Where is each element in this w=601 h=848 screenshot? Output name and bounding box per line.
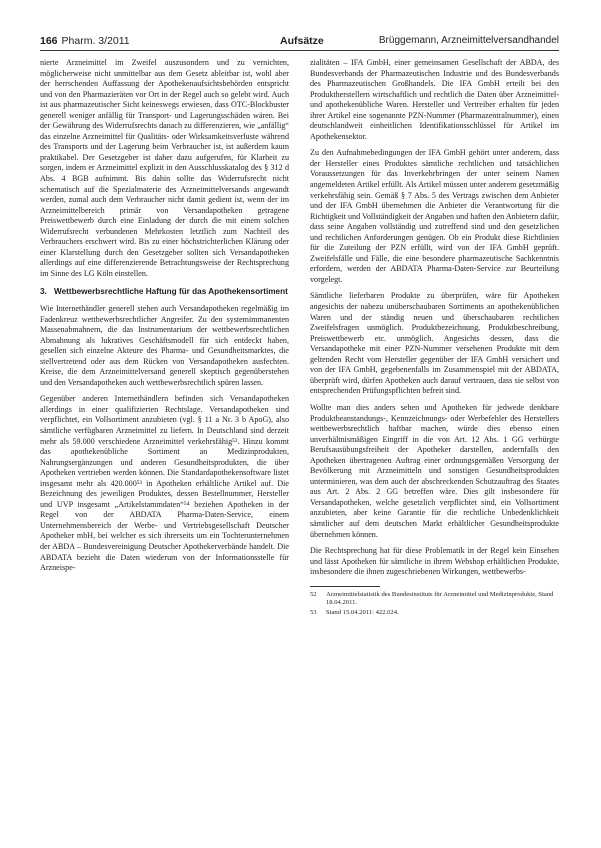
footnote-rule	[310, 586, 380, 587]
paragraph: zialitäten – IFA GmbH, einer gemeinsamen Gesellschaft der ABDA, des Bundesverbands der Pharmazeutischen Industrie und des Bundesverbands des Pharmazeutischen Großhandels. Die IFA GmbH erteilt bei den Produktherstellern wirtschaftlich und rechtlich die Daten über Arzneimittel- und apothekenübliche Waren. Hersteller und Vertreiber erhalten für jeden ihrer Artikel eine sogenannte PZN-Nummer (Pharmazentralnummer), einen deutschlandweit einheitlichen Identifikationsschlüssel für Artikel im Apothekensektor.	[310, 58, 559, 141]
paragraph: Wollte man dies anders sehen und Apotheken für jedwede denkbare Produktbeanstandungs-, Kennzeichnungs- oder Werbefehler des Herstellers wettbewerbsrechtlich haftbar machen, würde dies ebenso einen unverhältnismäßigen Eingriff in die von Art. 12 Abs. 1 GG verbürgte Berufsausübungsfreiheit der Apotheker darstellen, andernfalls den Apotheken übertragenen Auftrag einer ordnungsgemäßen Versorgung der Bevölkerung mit Arzneimitteln und sonstigen Gesundheitsprodukten unterminieren, was dem auch der abschreckenden Schutzauftrag des Staates aus Art. 2 Abs. 2 GG betreffen wäre. Dies gilt insbesondere für Versandapotheken, welche gesetzlich verpflichtet sind, ein Vollsortiment anzubieten, aber keine Garantie für die rechtliche Unbedenklichkeit sämtlicher auf dem deutschen Markt erhältlicher Gesundheitsprodukte übernehmen können.	[310, 402, 559, 539]
paragraph: Zu den Aufnahmebedingungen der IFA GmbH gehört unter anderem, dass der Hersteller eines Produktes sämtliche rechtlichen und tatsächlichen Voraussetzungen für das Inverkehrbringen der unter seinem Namen angemeldeten Artikel erfüllt. Als Artikel müssen unter anderem gesetzmäßig verkehrsfähig sein. Gemäß § 7 Abs. 5 des Vertrags zwischen dem Anbieter und der IFA GmbH übernehmen die Anbieter die Verantwortung für die Richtigkeit und Vollständigkeit der Angaben und haften den Anbietern dafür, dass seine Angaben vollständig und zutreffend sind und den gesetzlichen und rechtlichen Anforderungen genügen. Ob ein Produkt diese Richtlinien für die Zuteilung der PZN erfüllt, wird von der IFA GmbH geprüft. Zweifelsfälle und Fälle, die eine besondere pharmazeutische Sachkenntnis erfordern, werden der ABDATA Pharma-Daten-Service zur Beurteilung vorgelegt.	[310, 148, 559, 284]
paragraph: Die Rechtsprechung hat für diese Problematik in der Regel kein Einsehen und lässt Apotheken für sämtliche in ihrem Webshop erhältlichen Produkte, insbesondere die ihnen zugeschriebenen Wirkungen, wettbewerbs-	[310, 546, 559, 577]
section-number: 3.	[40, 287, 47, 297]
footnote-text: Arzneimittelstatistik des Bundesinstituts für Arzneimittel und Medizinprodukte, Stand 18.04.2011.	[326, 590, 554, 607]
paragraph: nierte Arzneimittel im Zweifel auszusondern und zu vernichten, möglicherweise nicht unmittelbar aus dem Gesetz ableitbar ist, wohl aber der herrschenden Auffassung der Apothekenaufsichtsbehörden entspricht und von den Pharmazieräten vor Ort in der Regel auch so gelebt wird. Auch ist aus pharmazeutischer Sicht keineswegs erwiesen, dass OTC-Blockbuster generell weniger anfällig für Transport- und Lagerungsschäden wären. Bei der Gewährung des Widerrufsrechts danach zu differenzieren, wie „anfällig“ das einzelne Arzneimittel für Qualitäts- oder Wirksamkeitsverluste während des Transports und der Lagerung beim Verbraucher ist, ist außerdem kaum praktikabel. Der Gesetzgeber ist daher dazu aufgerufen, für Klarheit zu sorgen, indem er Arzneimittel explizit in den Ausschlusskatalog des § 312 d Abs. 4 BGB aufnimmt. Bis dahin sollte das Widerrufsrecht nicht schematisch auf die Spezialmaterie des Arzneimittelversands angewandt werden, zumal auch dem Verbraucher nicht damit gedient ist, wenn der im Arzneimittelbereich primär von Versandapotheken getragene Preiswettbewerb durch eine Einladung der durch die mit einem solchen Widerrufsrecht verbundenen Mehrkosten letztlich zum Nachteil des Verbrauchers erschwert wird. Bis zu einer höchstrichterlichen Klärung oder einer Klarstellung durch den Gesetzgeber sollten sich Versandapotheken allerdings auf eine differenzierende Betrachtungsweise der Rechtsprechung im Sinne des LG Köln einstellen.	[40, 58, 289, 278]
footnote-text: Stand 15.04.2011: 422.024.	[326, 608, 399, 616]
journal-issue: Pharm. 3/2011	[61, 35, 130, 47]
paragraph: Sämtliche lieferbaren Produkte zu überprüfen, wäre für Apotheken angesichts der nahezu unüberschaubaren Sortiments an apothekenüblichen Waren und der ständig neuen und überschaubaren rechtlichen Zweifelsfragen unmöglich. Produktbezeichnung, Produktbeschreibung, Preiswettbewerb etc. unmöglich. Angesichts dessen, dass die Versandapotheke mit einer PZN-Nummer versehenen Produkte mit dem geltenden Recht vom Hersteller gegenüber der IFA GmbH versichert und von der IFA GmbH, gegebenenfalls im Zusammenspiel mit der ABDATA, überprüft wird, dürfen Apotheken auch darauf vertrauen, dass sie selbst von entsprechenden Prüfungspflichten befreit sind.	[310, 291, 559, 396]
footnote	[310, 591, 559, 608]
left-column	[40, 58, 289, 580]
paragraph: Wie Internethändler generell stehen auch Versandapotheken regelmäßig im Fadenkreuz wettbewerbsrechtlicher Angreifer. Zu den systemimmanenten Massenabmahnern, die das Instrumentarium der wettbewerbsrechtlichen Abmahnung als lukratives Geschäftsmodell für sich entdeckt haben, gesellen sich einzelne Akteure des Pharma- und Gesundheitsmarktes, die stellvertretend oder aus dem Rücken von Versandapotheken ausfechten. Kreise, die dem Arzneimittelversand generell skeptisch gegenüberstehen und den Versandapotheken auch wettbewerbsrechtlich spüren lassen.	[40, 303, 289, 387]
page-header	[40, 34, 559, 48]
section-heading	[40, 287, 289, 298]
footnote-number: 52	[310, 590, 317, 598]
footnote-number: 53	[310, 608, 317, 616]
paragraph: Gegenüber anderen Internethändlern befinden sich Versandapotheken allerdings in einer qualifizierten Rechtslage. Versandapotheken sind verpflichtet, ein Vollsortiment anzubieten (vgl. § 11 a Nr. 3 b ApoG), also sämtliche verfügbaren Arzneimittel zu liefern. In Deutschland sind derzeit mehr als 59.000 verschiedene Arzneimittel verkehrsfähig⁵². Hinzu kommt das apothekenübliche Sortiment an Medizinprodukten, Nahrungsergänzungen und anderen Gesundheitsprodukten, die über Apotheken vertrieben werden können. Die Standardapothekensoftware listet insgesamt mehr als 420.000⁵³ in Apotheken erhältliche Artikel auf. Die Bezeichnung des jeweiligen Produktes, dessen Bestellnummer, Hersteller und UVP insgesamt „Artikelstammdaten“⁵⁴ beziehen Apotheken in der Regel von der ABDATA Pharma-Daten-Service, einem Unternehmensbereich der Werbe- und Vertriebsgesellschaft Deutscher Apotheker mbH, bei welcher es sich ihrerseits um ein Tochterunternehmen der ABDA – Bundesvereinigung Deutscher Apothekerverbände handelt. Die ABDATA bezieht die Daten wiederum von der Informationsstelle für Arzneispe-	[40, 394, 289, 573]
footnotes	[310, 591, 559, 618]
page-number: 166	[40, 35, 58, 47]
footnote	[310, 609, 559, 618]
header-rule	[40, 50, 559, 51]
section-title: Wettbewerbsrechtliche Haftung für das Apothekensortiment	[54, 287, 288, 297]
header-left	[40, 34, 130, 48]
section-label: Aufsätze	[280, 35, 324, 47]
right-column	[310, 58, 559, 618]
running-author-title: Brüggemann, Arzneimittelversandhandel	[378, 35, 559, 46]
